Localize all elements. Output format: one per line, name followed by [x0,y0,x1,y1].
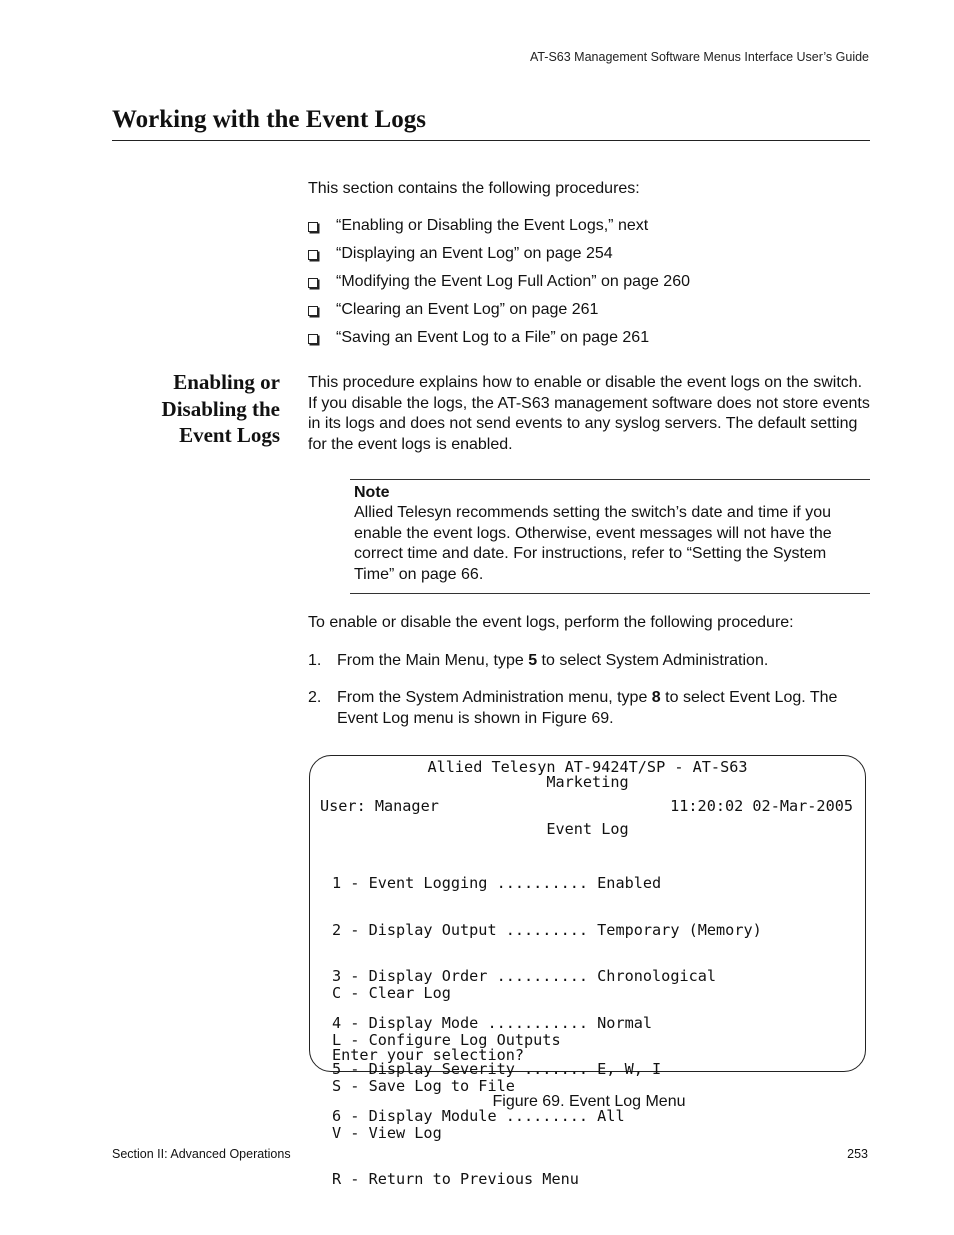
list-item[interactable] [308,271,690,299]
procedure-link[interactable]: “Modifying the Event Log Full Action” on page 260 [336,273,690,290]
procedure-link[interactable]: “Displaying an Event Log” on page 254 [336,245,613,262]
page-title: Working with the Event Logs [112,106,426,133]
note-text: Allied Telesyn recommends setting the switch’s date and time if you enable the event logs. Otherwise, event messages will not have the correct time and date. For instructions, refer to “Setting the System Time” on page 66. [354,504,832,583]
step-text [337,688,873,729]
step-number: 2. [308,689,322,706]
menu-key: 8 [651,689,661,706]
menu-option[interactable]: 1 - Event Logging .......... Enabled [332,874,662,892]
menu-command[interactable]: C - Clear Log [332,984,451,1002]
note-top-rule [350,479,870,480]
procedure-link[interactable]: “Enabling or Disabling the Event Logs,” next [336,217,649,234]
list-item[interactable] [308,327,690,355]
checkbox-bullet-icon [308,222,318,232]
menu-command[interactable]: S - Save Log to File [332,1077,515,1095]
step-text-after: to select Event Log. The Event Log menu is shown in Figure 69. [337,689,838,727]
section-heading-line: Disabling the [161,396,280,421]
procedure-link[interactable]: “Clearing an Event Log” on page 261 [336,301,599,318]
step-2 [308,688,873,729]
procedure-list [308,215,690,355]
section-heading [120,369,280,449]
list-item[interactable] [308,299,690,327]
step-text-before: From the System Administration menu, type [337,689,652,706]
menu-option[interactable]: 3 - Display Order .......... Chronological [332,967,717,985]
heading-rule [112,140,870,141]
list-item[interactable] [308,215,690,243]
terminal-datetime: 11:20:02 02-Mar-2005 [670,797,853,815]
step-text-after: to select System Administration. [537,652,769,669]
terminal-menu-title: Event Log [546,820,629,838]
step-text [337,651,873,672]
section-paragraph: This procedure explains how to enable or disable the event logs on the switch. If you disable the logs, the AT-S63 management software does not store events in its logs and does not send events to any syslog servers. The default setting for the event logs is enabled. [308,374,870,453]
terminal-user: User: Manager [320,797,439,815]
terminal-commands [332,955,579,1203]
checkbox-bullet-icon [308,306,318,316]
footer-section: Section II: Advanced Operations [112,1147,291,1161]
figure-caption: Figure 69. Event Log Menu [492,1093,686,1110]
menu-option[interactable]: 4 - Display Mode ........... Normal [332,1013,653,1032]
menu-key: 5 [528,652,538,669]
step-text-before: From the Main Menu, type [337,652,529,669]
menu-option[interactable]: 6 - Display Module ......... All [332,1106,625,1125]
checkbox-bullet-icon [308,334,318,344]
menu-command[interactable]: V - View Log [332,1123,442,1142]
checkbox-bullet-icon [308,250,318,260]
note-bottom-rule [350,593,870,594]
page-number: 253 [847,1147,868,1161]
terminal-location: Marketing [546,773,629,791]
procedure-link[interactable]: “Saving an Event Log to a File” on page 261 [336,329,650,346]
menu-option[interactable]: 5 - Display Severity ....... E, W, I [332,1060,662,1078]
procedure-intro: To enable or disable the event logs, perform the following procedure: [308,614,794,631]
checkbox-bullet-icon [308,278,318,288]
note-label: Note [354,484,390,501]
section-heading-line: Enabling or [173,370,280,394]
terminal-system-name: Allied Telesyn AT-9424T/SP - AT-S63 [427,758,748,776]
intro-text: This section contains the following procedures: [308,180,640,197]
list-item[interactable] [308,243,690,271]
menu-option[interactable]: 2 - Display Output ......... Temporary (Memory) [332,920,762,939]
section-heading-line: Event Logs [179,423,280,447]
step-number: 1. [308,652,322,669]
menu-command[interactable]: L - Configure Log Outputs [332,1030,561,1049]
step-1 [308,651,873,672]
terminal-prompt[interactable]: Enter your selection? [332,1046,525,1064]
running-header: AT-S63 Management Software Menus Interface User’s Guide [529,50,869,64]
menu-command[interactable]: R - Return to Previous Menu [332,1170,579,1188]
